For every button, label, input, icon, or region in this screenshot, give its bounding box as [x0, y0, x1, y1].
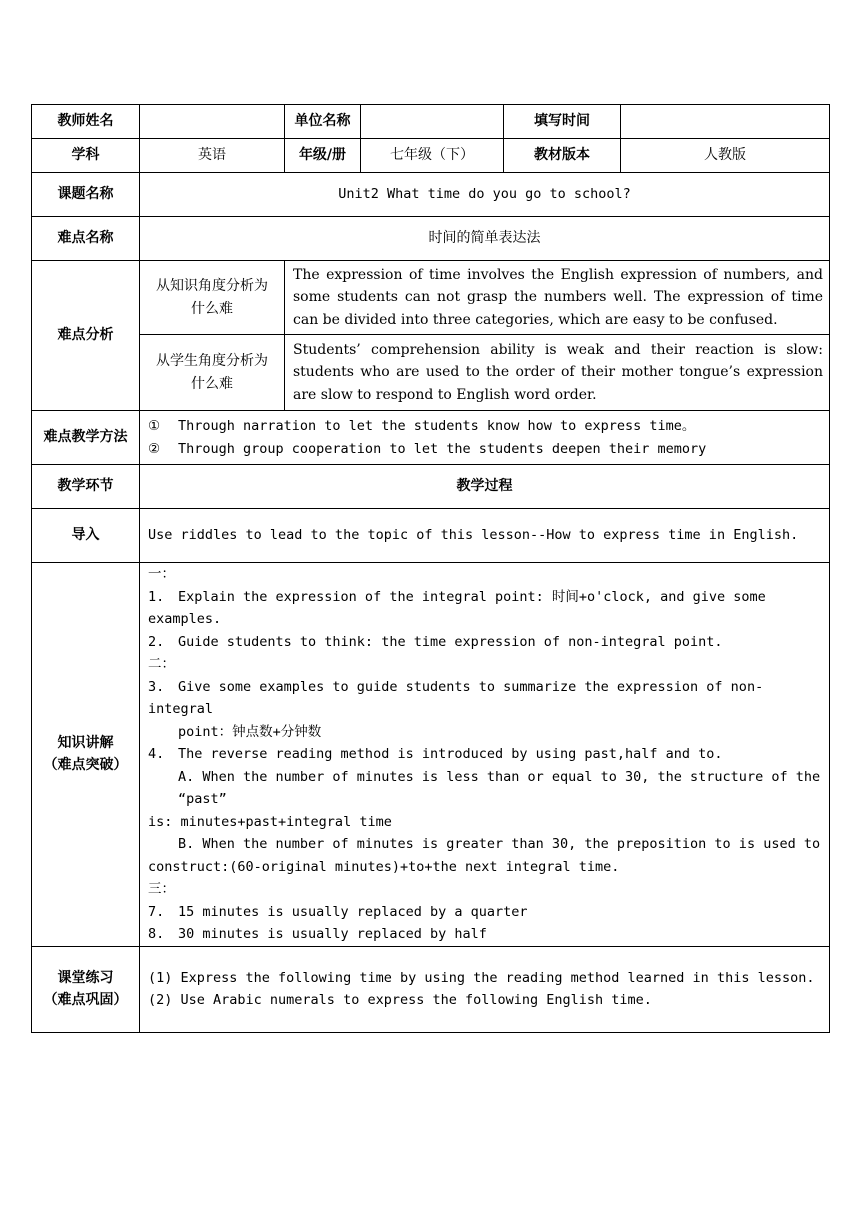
- unit-name-label: 单位名称: [285, 105, 361, 139]
- stage-header-label: 教学环节: [32, 465, 140, 509]
- grade-label: 年级/册: [285, 139, 361, 173]
- fill-date-label: 填写时间: [504, 105, 621, 139]
- fill-date-value[interactable]: [621, 105, 830, 139]
- practice-label: 课堂练习 （难点巩固）: [32, 946, 140, 1032]
- list-item: 2. Guide students to think: the time expression of non-integral point.: [148, 633, 723, 650]
- grade-value: 七年级（下）: [361, 139, 504, 173]
- teacher-name-label: 教师姓名: [32, 105, 140, 139]
- teacher-row: [32, 105, 830, 139]
- knowledge-content: [140, 563, 830, 947]
- student-angle-label: 从学生角度分析为什么难: [140, 335, 285, 411]
- list-item: 3. Give some examples to guide students to summarize the expression of non-integral: [148, 678, 764, 717]
- practice-item: (1) Express the following time by using the reading method learned in this lesson.: [148, 969, 815, 986]
- knowledge-row: [32, 563, 830, 947]
- method-marker: ②: [148, 440, 161, 457]
- section-heading: 二：: [148, 656, 175, 672]
- method-marker: ①: [148, 418, 161, 434]
- method-item: ② Through group cooperation to let the students deepen their memory: [148, 438, 823, 461]
- list-item-continued: point：钟点数+分钟数: [178, 723, 322, 740]
- lesson-plan-sheet: [31, 104, 829, 1033]
- edition-value: 人教版: [621, 139, 830, 173]
- topic-value: Unit2 What time do you go to school?: [140, 173, 830, 217]
- practice-content: [140, 946, 830, 1032]
- method-item: ① Through narration to let the students know how to express time。: [148, 415, 823, 438]
- section-heading: 一：: [148, 566, 175, 582]
- methods-content: [140, 411, 830, 465]
- difficulty-value: 时间的简单表达法: [140, 217, 830, 261]
- sub-item-a-continued: is: minutes+past+integral time: [148, 813, 392, 830]
- sub-item-b-continued: construct:(60-original minutes)+to+the next integral time.: [148, 858, 620, 875]
- practice-item: (2) Use Arabic numerals to express the following English time.: [148, 992, 652, 1008]
- topic-label: 课题名称: [32, 173, 140, 217]
- list-item: 1. Explain the expression of the integral point: 时间+o'clock, and give some examples.: [148, 588, 766, 627]
- practice-row: [32, 946, 830, 1032]
- list-item: 7. 15 minutes is usually replaced by a quarter: [148, 903, 528, 920]
- subject-value: 英语: [140, 139, 285, 173]
- methods-row: [32, 411, 830, 465]
- sub-item-a: A. When the number of minutes is less than or equal to 30, the structure of the “past”: [178, 768, 821, 807]
- difficulty-label: 难点名称: [32, 217, 140, 261]
- process-header-row: [32, 465, 830, 509]
- difficulty-row: [32, 217, 830, 261]
- student-angle-text: Students’ comprehension ability is weak and their reaction is slow: students who are used to the order of their mother tongue’s expression are slow to respond to English word order.: [285, 335, 830, 411]
- process-header-label: 教学过程: [140, 465, 830, 509]
- knowledge-angle-text: The expression of time involves the English expression of numbers, and some students can not grasp the numbers well. The expression of time can be divided into three categories, which are easy to be confused.: [285, 261, 830, 335]
- subject-row: [32, 139, 830, 173]
- list-item: 4. The reverse reading method is introduced by using past,half and to.: [148, 746, 723, 762]
- edition-label: 教材版本: [504, 139, 621, 173]
- knowledge-angle-label: 从知识角度分析为什么难: [140, 261, 285, 335]
- intro-text: Use riddles to lead to the topic of this lesson--How to express time in English.: [140, 509, 830, 563]
- subject-label: 学科: [32, 139, 140, 173]
- section-heading: 三：: [148, 881, 175, 897]
- analysis-knowledge-row: [32, 261, 830, 335]
- analysis-label: 难点分析: [32, 261, 140, 411]
- methods-label: 难点教学方法: [32, 411, 140, 465]
- teacher-name-value[interactable]: [140, 105, 285, 139]
- intro-row: [32, 509, 830, 563]
- analysis-student-row: [32, 335, 830, 411]
- sub-item-b: B. When the number of minutes is greater than 30, the preposition to is used to: [178, 836, 821, 852]
- topic-row: [32, 173, 830, 217]
- intro-label: 导入: [32, 509, 140, 563]
- lesson-plan-table: [31, 104, 830, 1033]
- unit-name-value[interactable]: [361, 105, 504, 139]
- knowledge-label: 知识讲解 （难点突破）: [32, 563, 140, 947]
- list-item: 8. 30 minutes is usually replaced by half: [148, 926, 487, 942]
